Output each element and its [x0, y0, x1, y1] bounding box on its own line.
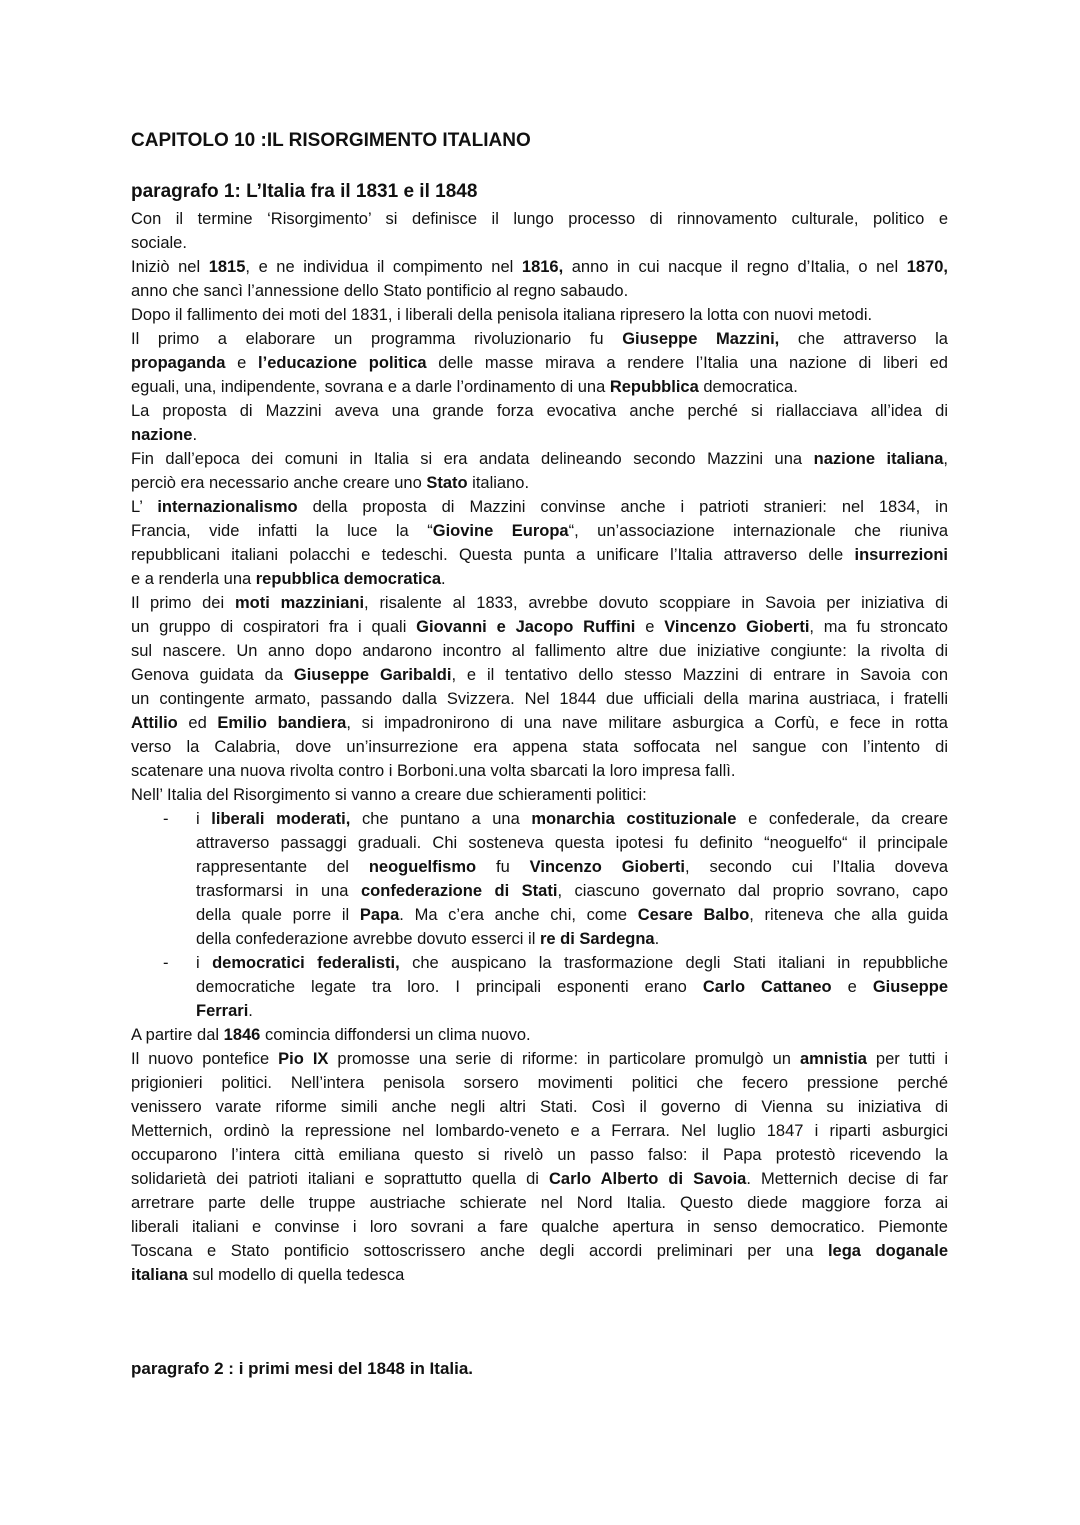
text-line [196, 807, 948, 831]
text: . [192, 426, 198, 444]
bold-text: moti mazziniani [234, 594, 365, 612]
text: scatenare una nuova rivolta contro i Borboni.una volta sbarcati la loro impresa fallì. [131, 762, 736, 780]
paragraph [131, 207, 948, 255]
bold-text: 1846 [223, 1026, 261, 1044]
text-line [131, 639, 948, 663]
text: delle masse mirava a rendere l’Italia una nazione di liberi ed [426, 354, 948, 372]
bold-text: Papa [359, 906, 400, 924]
bold-text: Giuseppe Garibaldi [293, 666, 452, 684]
text-line [131, 351, 948, 375]
bold-text: Giovine Europa [432, 522, 569, 540]
bold-text: italiana [131, 1266, 188, 1284]
text-line [196, 999, 948, 1023]
bold-text: 1816, [521, 258, 564, 276]
text-line [196, 831, 948, 855]
text: un gruppo di cospiratori fra i quali [131, 618, 417, 636]
bold-text: propaganda [131, 354, 226, 372]
paragraph [131, 447, 948, 495]
text-line [131, 783, 948, 807]
text: che auspicano la trasformazione degli Stati italiani in repubbliche [399, 954, 949, 972]
text-line [196, 855, 948, 879]
text: solidarietà dei patrioti italiani e soprattutto quella di [131, 1170, 549, 1188]
bold-text: nazione [131, 426, 193, 444]
text: sul nascere. Un anno dopo andarono incontro al fallimento altre due iniziative congiunte: la rivolta di [131, 642, 948, 660]
text: rappresentante del [196, 858, 369, 876]
bold-text: neoguelfismo [368, 858, 477, 876]
text-line [131, 303, 948, 327]
bold-text: Carlo Alberto di Savoia [549, 1170, 747, 1188]
text: democratica. [698, 378, 798, 396]
bold-text: confederazione di Stati [360, 882, 558, 900]
paragraph [131, 1023, 948, 1047]
text: e confederale, da creare [736, 810, 949, 828]
text: della confederazione avrebbe dovuto esserci il [196, 930, 540, 948]
paragraph [131, 255, 948, 303]
bold-text: monarchia costituzionale [531, 810, 737, 828]
bold-text: Cesare Balbo [637, 906, 750, 924]
text-line [131, 1191, 948, 1215]
text: , [943, 450, 948, 468]
text: , riteneva che alla guida [749, 906, 948, 924]
bold-text: 1815 [208, 258, 246, 276]
text-line [131, 735, 948, 759]
bold-text: Stato [426, 474, 468, 492]
text-line [131, 711, 948, 735]
text-line [131, 423, 948, 447]
text: che attraverso la [779, 330, 948, 348]
bold-text: repubblica democratica [255, 570, 441, 588]
text: , risalente al 1833, avrebbe dovuto scoppiare in Savoia per iniziativa di [364, 594, 949, 612]
text-line [131, 663, 948, 687]
text: , secondo cui l’Italia doveva [684, 858, 949, 876]
bold-text: lega doganale [827, 1242, 948, 1260]
text-line [131, 447, 948, 471]
text: arretrare parte delle truppe austriache schierate nel Nord Italia. Questo diede maggiore forza ai [131, 1194, 948, 1212]
bold-text: Giuseppe [872, 978, 948, 996]
text: trasformarsi in una [196, 882, 361, 900]
text-line [131, 1143, 948, 1167]
text: sociale. [131, 234, 187, 252]
text: repubblicani italiani polacchi e tedeschi. Questa punta a unificare l’Italia attraverso delle [131, 546, 855, 564]
paragraph [131, 1047, 948, 1287]
text-line [131, 519, 948, 543]
text: i [196, 810, 212, 828]
text: occuparono l’intera città emiliana questo si rivelò un passo falso: il Papa protestò ricevendo la [131, 1146, 948, 1164]
text: un contingente armato, passando dalla Svizzera. Nel 1844 due ufficiali della marina austriaca, i fratelli [131, 690, 948, 708]
paragraph [131, 303, 948, 327]
list-bullet: - [163, 810, 169, 828]
text-line [131, 759, 948, 783]
text: eguali, una, indipendente, sovrana e a darle l’ordinamento di una [131, 378, 610, 396]
text: prigionieri politici. Nell’intera penisola sorsero movimenti politici che fecero pressione perché [131, 1074, 948, 1092]
text: , ma fu stroncato [809, 618, 948, 636]
text-line [131, 687, 948, 711]
text-line [131, 543, 948, 567]
bold-text: Vincenzo Gioberti [529, 858, 685, 876]
document-body [131, 207, 948, 1287]
text-line [131, 1167, 948, 1191]
text: La proposta di Mazzini aveva una grande forza evocativa anche perché si riallacciava all’idea di [131, 402, 948, 420]
bold-text: liberali moderati, [211, 810, 351, 828]
section-heading-1: paragrafo 1: L’Italia fra il 1831 e il 1848 [131, 181, 478, 202]
text-line [196, 927, 948, 951]
text-line [131, 567, 948, 591]
text: , e ne individua il compimento nel [245, 258, 522, 276]
text: ed [177, 714, 218, 732]
text-line [131, 327, 948, 351]
text: della proposta di Mazzini convinse anche i patrioti stranieri: nel 1834, in [297, 498, 948, 516]
text: comincia diffondersi un clima nuovo. [260, 1026, 531, 1044]
bold-text: Emilio bandiera [217, 714, 347, 732]
bold-text: Repubblica [609, 378, 699, 396]
text-line [131, 1071, 948, 1095]
text: Il primo a elaborare un programma rivoluzionario fu [131, 330, 623, 348]
text-line [196, 951, 948, 975]
text: e [831, 978, 873, 996]
text-line [131, 375, 948, 399]
text-line [196, 879, 948, 903]
text: verso la Calabria, dove un’insurrezione era appena stata soffocata nel sangue con l’intento di [131, 738, 948, 756]
text: Francia, vide infatti la luce la “ [131, 522, 433, 540]
chapter-title: CAPITOLO 10 :IL RISORGIMENTO ITALIANO [131, 130, 531, 151]
text: Toscana e Stato pontificio sottoscrissero anche degli accordi preliminari per una [131, 1242, 828, 1260]
text: L’ [131, 498, 158, 516]
bold-text: Attilio [131, 714, 178, 732]
text-line [131, 279, 948, 303]
text-line [131, 1047, 948, 1071]
text: Il nuovo pontefice [131, 1050, 279, 1068]
text: anno che sancì l’annessione dello Stato pontificio al regno sabaudo. [131, 282, 629, 300]
bold-text: re di Sardegna [539, 930, 655, 948]
paragraph [131, 591, 948, 783]
text-line [131, 1119, 948, 1143]
paragraph [131, 399, 948, 447]
bold-text: Ferrari [196, 1002, 249, 1020]
text: . [654, 930, 660, 948]
text-line [131, 471, 948, 495]
bold-text: internazionalismo [157, 498, 298, 516]
text: Dopo il fallimento dei moti del 1831, i liberali della penisola italiana ripresero la lotta con nuovi metodi. [131, 306, 873, 324]
text: . [441, 570, 446, 588]
text: , ciascuno governato dal proprio sovrano, capo [557, 882, 948, 900]
paragraph [131, 783, 948, 807]
bold-text: 1870, [906, 258, 948, 276]
text-line [131, 1095, 948, 1119]
text: anno in cui nacque il regno d’Italia, o nel [563, 258, 907, 276]
text: che puntano a una [350, 810, 532, 828]
text: promosse una serie di riforme: in particolare promulgò un [328, 1050, 800, 1068]
text: Fin dall’epoca dei comuni in Italia si era andata delineando secondo Mazzini una [131, 450, 814, 468]
text-line [131, 255, 948, 279]
list-item [131, 951, 948, 1023]
bold-text: Vincenzo Gioberti [664, 618, 810, 636]
paragraph [131, 327, 948, 399]
text-line [131, 591, 948, 615]
text: . Metternich decise di far [746, 1170, 948, 1188]
section-heading-2: paragrafo 2 : i primi mesi del 1848 in Italia. [131, 1359, 474, 1378]
text-line [131, 1239, 948, 1263]
bold-text: nazione italiana [813, 450, 944, 468]
text: attraverso passaggi graduali. Chi sosteneva questa ipotesi fu definito “neoguelfo“ il principale [196, 834, 948, 852]
text: . Ma c’era anche chi, come [399, 906, 638, 924]
text: fu [476, 858, 530, 876]
bold-text: democratici federalisti, [212, 954, 400, 972]
text-line [196, 975, 948, 999]
text-line [196, 903, 948, 927]
text: Genova guidata da [131, 666, 294, 684]
text: per tutti i [866, 1050, 948, 1068]
list-bullet: - [163, 954, 169, 972]
text: Iniziò nel [131, 258, 209, 276]
text-line [131, 207, 948, 231]
text: . [248, 1002, 253, 1020]
text-line [131, 231, 948, 255]
text: e a renderla una [131, 570, 256, 588]
text-line [131, 1023, 948, 1047]
text: venissero varate riforme simili anche negli altri Stati. Così il governo di Vienna su iniziativa di [131, 1098, 948, 1116]
bold-text: Pio IX [278, 1050, 329, 1068]
text-line [131, 1263, 948, 1287]
bold-text: l’educazione politica [258, 354, 427, 372]
text: Metternich, ordinò la repressione nel lombardo-veneto e a Ferrara. Nel luglio 1847 i riparti asburgici [131, 1122, 948, 1140]
bold-text: amnistia [799, 1050, 867, 1068]
text-line [131, 615, 948, 639]
text: , e il tentativo dello stesso Mazzini di entrare in Savoia con [451, 666, 948, 684]
text: della quale porre il [196, 906, 360, 924]
text: liberali italiani e convinse i loro sovrani a fare qualche apertura in senso democratico. Piemonte [131, 1218, 948, 1236]
text: Con il termine ‘Risorgimento’ si definisce il lungo processo di rinnovamento culturale, politico e [131, 210, 948, 228]
text: “, un’associazione internazionale che riuniva [568, 522, 949, 540]
bold-text: Giovanni e Jacopo Ruffini [416, 618, 636, 636]
bold-text: Carlo Cattaneo [702, 978, 832, 996]
text: e [635, 618, 665, 636]
list-item [131, 807, 948, 951]
text: democratiche legate tra loro. I principali esponenti erano [196, 978, 703, 996]
text: sul modello di quella tedesca [187, 1266, 405, 1284]
text-line [131, 399, 948, 423]
bold-text: insurrezioni [854, 546, 948, 564]
text: italiano. [467, 474, 530, 492]
text: i [196, 954, 213, 972]
text: perciò era necessario anche creare uno [131, 474, 427, 492]
text-line [131, 1215, 948, 1239]
paragraph [131, 495, 948, 591]
text: Il primo dei [131, 594, 235, 612]
text: Nell’ Italia del Risorgimento si vanno a creare due schieramenti politici: [131, 786, 647, 804]
text: e [225, 354, 259, 372]
text: , si impadronirono di una nave militare asburgica a Corfù, e fece in rotta [346, 714, 948, 732]
text: A partire dal [131, 1026, 224, 1044]
bold-text: Giuseppe Mazzini, [622, 330, 780, 348]
text-line [131, 495, 948, 519]
